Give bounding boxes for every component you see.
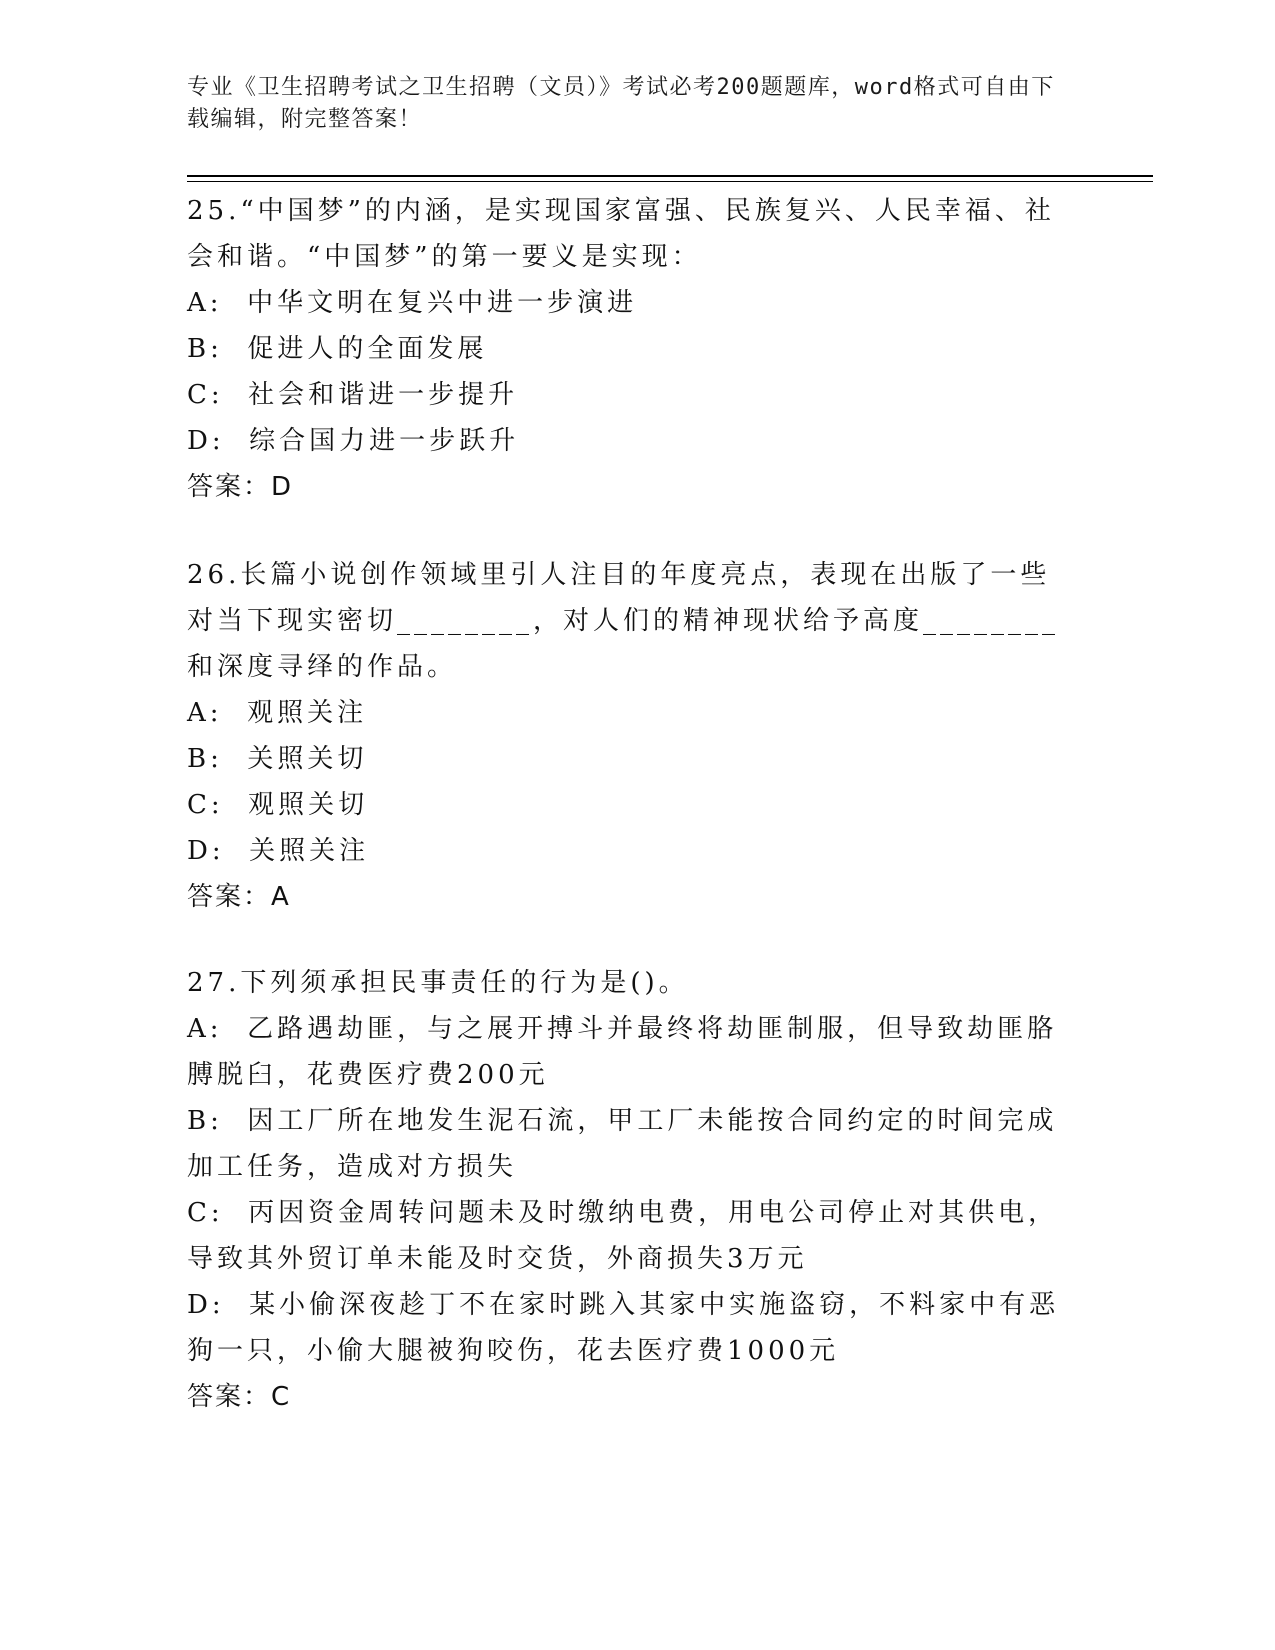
answer: 答案：A — [187, 882, 291, 912]
option-b: B: 促进人的全面发展 — [187, 334, 488, 364]
option-a: A: 乙路遇劫匪，与之展开搏斗并最终将劫匪制服，但导致劫匪胳膊脱臼，花费医疗费200元 — [187, 1014, 1058, 1090]
header-divider-thick — [187, 175, 1153, 177]
question-stem: 25.“中国梦”的内涵，是实现国家富强、民族复兴、人民幸福、社会和谐。“中国梦”的第一要义是实现： — [187, 196, 1055, 272]
question-stem: 26.长篇小说创作领域里引人注目的年度亮点，表现在出版了一些对当下现实密切________，对人们的精神现状给予高度________和深度寻绎的作品。 — [187, 560, 1060, 682]
option-c: C: 丙因资金周转问题未及时缴纳电费，用电公司停止对其供电，导致其外贸订单未能及时交货，外商损失3万元 — [187, 1198, 1059, 1274]
option-b: B: 因工厂所在地发生泥石流，甲工厂未能按合同约定的时间完成加工任务，造成对方损失 — [187, 1106, 1058, 1182]
question-26 — [187, 552, 1077, 920]
option-a: A: 中华文明在复兴中进一步演进 — [187, 288, 638, 318]
option-d: D: 某小偷深夜趁丁不在家时跳入其家中实施盗窃，不料家中有恶狗一只，小偷大腿被狗咬伤，花去医疗费1000元 — [187, 1290, 1060, 1366]
option-c: C: 社会和谐进一步提升 — [187, 380, 519, 410]
option-a: A: 观照关注 — [187, 698, 368, 728]
option-d: D: 综合国力进一步跃升 — [187, 426, 520, 456]
question-25 — [187, 188, 1077, 510]
question-27 — [187, 960, 1077, 1420]
answer: 答案：C — [187, 1382, 292, 1412]
question-stem: 27.下列须承担民事责任的行为是()。 — [187, 968, 689, 998]
option-d: D: 关照关注 — [187, 836, 370, 866]
answer: 答案：D — [187, 472, 294, 502]
document-header: 专业《卫生招聘考试之卫生招聘（文员）》考试必考200题题库，word格式可自由下载编辑，附完整答案！ — [187, 75, 1055, 132]
option-c: C: 观照关切 — [187, 790, 369, 820]
header-divider-thin — [187, 181, 1153, 182]
option-b: B: 关照关切 — [187, 744, 368, 774]
